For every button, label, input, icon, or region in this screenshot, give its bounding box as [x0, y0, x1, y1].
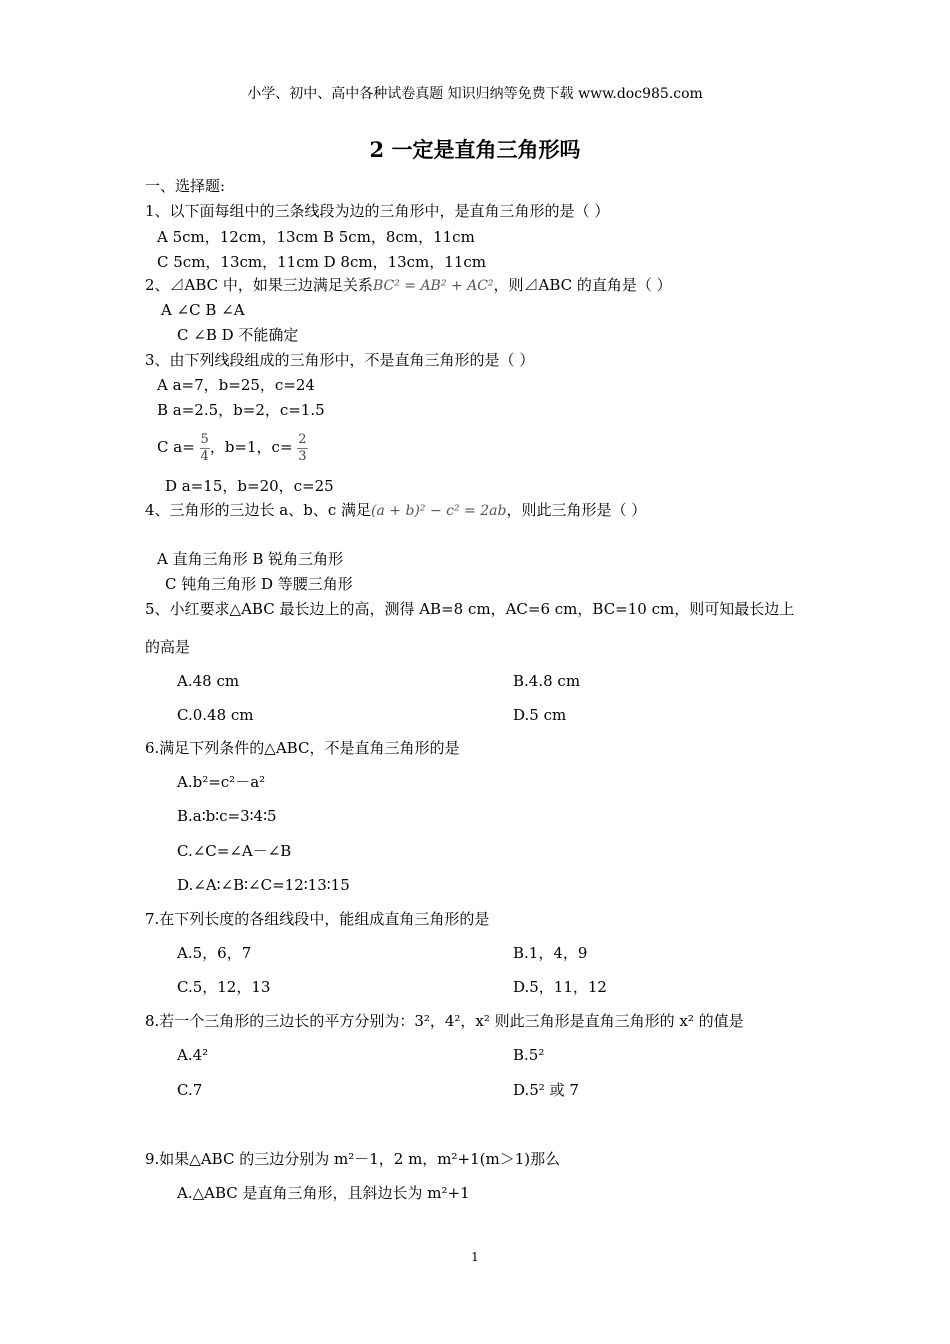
q7-option-a: A.5，6，7 [177, 944, 252, 962]
fraction-numerator: 2 [298, 431, 307, 447]
fraction-numerator: 5 [200, 431, 209, 447]
page-number: 1 [471, 1250, 479, 1264]
q1-stem: 1、以下面每组中的三条线段为边的三角形中，是直角三角形的是（ ） [145, 202, 610, 220]
fraction-denominator: 3 [298, 448, 307, 464]
q3-option-a: A a=7，b=25，c=24 [157, 376, 315, 394]
q7-option-b: B.1，4，9 [513, 944, 588, 962]
q5-stem-line1: 5、小红要求△ABC 最长边上的高，测得 AB=8 cm，AC=6 cm，BC=10 cm，则可知最长边上 [145, 600, 795, 618]
q2-formula: BC² = AB² + AC² [372, 278, 494, 294]
q8-option-b: B.5² [513, 1046, 545, 1064]
q4-stem-end: ，则此三角形是（ ） [506, 501, 647, 519]
q8-option-c: C.7 [177, 1081, 203, 1099]
q3-c-prefix: C a= [157, 438, 195, 456]
q5-option-b: B.4.8 cm [513, 672, 581, 690]
q9-option-a: A.△ABC 是直角三角形，且斜边长为 m²+1 [177, 1184, 470, 1202]
q2-options-row2: C ∠B D 不能确定 [177, 326, 299, 344]
q6-option-a: A.b²=c²－a² [177, 773, 266, 791]
q8-stem: 8.若一个三角形的三边长的平方分别为：3²，4²，x² 则此三角形是直角三角形的 x² 的值是 [145, 1012, 744, 1030]
q6-option-d: D.∠A∶∠B∶∠C=12∶13∶15 [177, 876, 350, 894]
q5-option-d: D.5 cm [513, 706, 567, 724]
q2-stem [145, 275, 672, 296]
q3-c-middle: ，b=1，c= [209, 438, 293, 456]
q4-options-row1: A 直角三角形 B 锐角三角形 [157, 550, 344, 568]
q7-option-d: D.5，11，12 [513, 978, 607, 996]
q5-option-a: A.48 cm [177, 672, 240, 690]
q7-option-c: C.5，12，13 [177, 978, 271, 996]
q6-option-b: B.a∶b∶c=3∶4∶5 [177, 807, 277, 825]
q1-options-row1: A 5cm，12cm，13cm B 5cm，8cm，11cm [157, 228, 475, 246]
q4-stem-start: 4、三角形的三边长 a、b、c 满足 [145, 501, 372, 519]
q3-stem: 3、由下列线段组成的三角形中，不是直角三角形的是（ ） [145, 351, 535, 369]
fraction-denominator: 4 [200, 448, 209, 464]
q6-stem: 6.满足下列条件的△ABC，不是直角三角形的是 [145, 739, 460, 757]
q3-c-fraction-a [200, 432, 210, 465]
q2-stem-start: 2、⊿ABC 中，如果三边满足关系 [145, 276, 373, 294]
q4-stem [145, 500, 646, 521]
q4-formula: (a + b)² − c² = 2ab [371, 503, 507, 519]
q5-option-c: C.0.48 cm [177, 706, 254, 724]
document-title: 2 一定是直角三角形吗 [369, 137, 581, 162]
section-heading: 一、选择题: [145, 177, 226, 195]
q3-option-d: D a=15，b=20，c=25 [165, 477, 334, 495]
page-header: 小学、初中、高中各种试卷真题 知识归纳等免费下载 www.doc985.com [247, 86, 703, 102]
q3-option-c [157, 427, 308, 467]
q1-options-row2: C 5cm，13cm，11cm D 8cm，13cm，11cm [157, 253, 486, 271]
q7-stem: 7.在下列长度的各组线段中，能组成直角三角形的是 [145, 910, 490, 928]
q8-option-a: A.4² [177, 1046, 209, 1064]
q3-c-fraction-c [297, 432, 307, 465]
q2-stem-end: ，则⊿ABC 的直角是（ ） [493, 276, 672, 294]
q4-options-row2: C 钝角三角形 D 等腰三角形 [165, 575, 353, 593]
q8-option-d: D.5² 或 7 [513, 1081, 579, 1099]
q6-option-c: C.∠C=∠A－∠B [177, 842, 292, 860]
q2-options-row1: A ∠C B ∠A [161, 301, 245, 319]
q3-option-b: B a=2.5，b=2，c=1.5 [157, 401, 325, 419]
q9-stem: 9.如果△ABC 的三边分别为 m²－1，2 m，m²+1(m＞1)那么 [145, 1150, 561, 1168]
q5-stem-line2: 的高是 [145, 638, 191, 656]
